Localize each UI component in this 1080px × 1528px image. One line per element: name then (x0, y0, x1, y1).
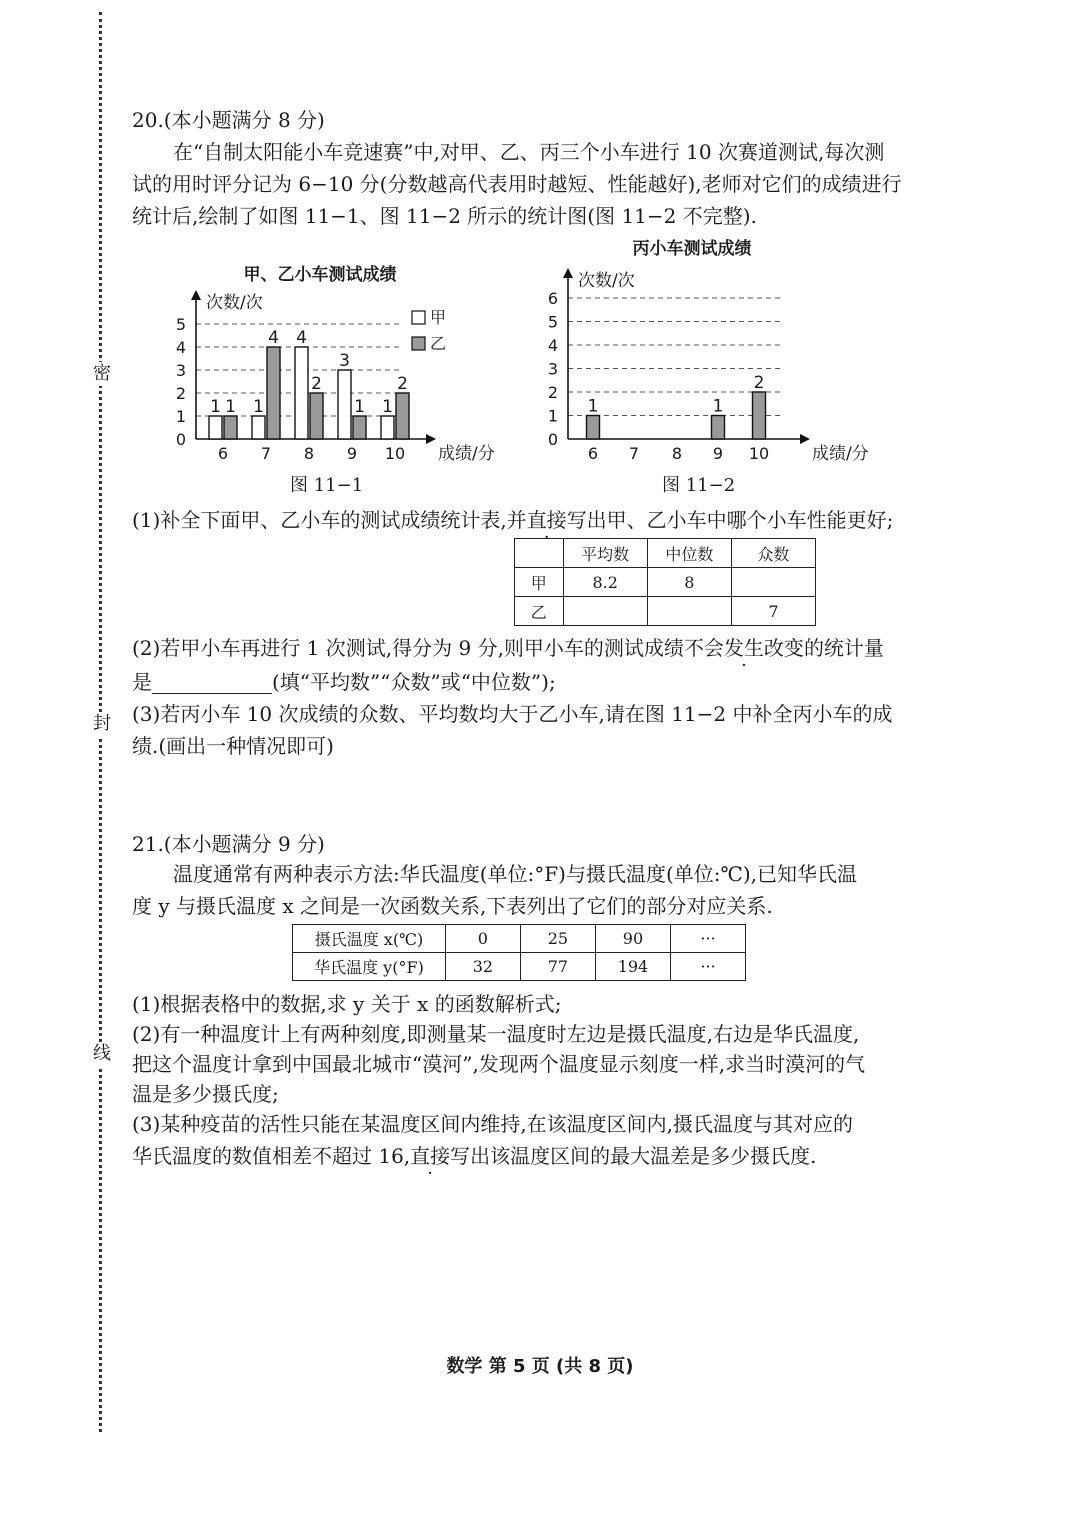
x-axis-label: 成绩/分 (438, 444, 495, 464)
table-cell: 众数 (731, 539, 815, 568)
table-cell: 中位数 (647, 539, 731, 568)
side-label-feng: 封 (93, 713, 111, 734)
q20-part2-text-b: 的统计量 (803, 636, 884, 660)
table-row (293, 953, 746, 981)
bar (252, 416, 265, 439)
x-tick-label: 9 (712, 444, 724, 463)
bar-value-label: 1 (225, 397, 236, 417)
y-tick-label: 5 (175, 315, 186, 334)
x-axis-label: 成绩/分 (812, 444, 869, 464)
y-axis-label: 次数/次 (206, 293, 263, 313)
bar-value-label: 1 (210, 397, 221, 417)
fig-11-1-caption: 图 11−1 (290, 475, 364, 496)
side-label-mi: 密 (93, 363, 111, 384)
bar-value-label: 1 (712, 396, 724, 417)
table-cell (563, 597, 647, 626)
table-cell: 平均数 (563, 539, 647, 568)
bar (587, 416, 600, 440)
bar-value-label: 2 (753, 373, 765, 393)
y-tick-label: 6 (547, 289, 558, 308)
q20-stem-line3: 统计后,绘制了如图 11−1、图 11−2 所示的统计图(图 11−2 不完整). (132, 204, 757, 228)
emphasis-text: 不会发生改变 · (684, 636, 804, 660)
table-header-row (515, 539, 816, 568)
bar (295, 347, 308, 439)
y-axis-label: 次数/次 (578, 271, 635, 291)
legend-swatch (412, 337, 425, 350)
bar (353, 416, 366, 439)
table-cell: 25 (520, 925, 595, 953)
side-label-xian: 线 (93, 1043, 111, 1064)
q21-part3-line2 (132, 1144, 817, 1168)
table-cell: 7 (731, 597, 815, 626)
bar-value-label: 1 (354, 397, 365, 417)
y-axis-arrow (191, 290, 201, 300)
x-tick-label: 10 (748, 444, 770, 463)
q20-part2-text-c2: (填“平均数”“众数”或“中位数”); (272, 670, 556, 694)
emphasis-buhuifasheng (684, 636, 804, 660)
y-tick-label: 1 (547, 406, 558, 426)
table-row (515, 597, 816, 626)
q20-part1 (132, 508, 893, 532)
emphasis-text: 直接 (526, 508, 567, 532)
q20-stem-line1: 在“自制太阳能小车竞速赛”中,对甲、乙、丙三个小车进行 10 次赛道测试,每次测 (173, 140, 885, 164)
q21-part1: (1)根据表格中的数据,求 y 关于 x 的函数解析式; (132, 992, 562, 1016)
y-tick-label: 3 (547, 359, 558, 379)
y-tick-label: 4 (175, 338, 186, 357)
x-tick-label: 7 (628, 444, 640, 463)
bar (224, 416, 237, 439)
y-axis-arrow (563, 268, 573, 278)
y-tick-label: 0 (175, 430, 186, 449)
q20-part1-text-a: (1)补全下面甲、乙小车的测试成绩统计表,并 (132, 508, 527, 532)
q20-part3-line1: (3)若丙小车 10 次成绩的众数、平均数均大于乙小车,请在图 11−2 中补全丙小车的成 (132, 702, 893, 726)
fig-11-2-caption: 图 11−2 (662, 475, 736, 496)
bar (712, 416, 725, 440)
bar (381, 416, 394, 439)
x-tick-label: 10 (384, 444, 406, 463)
q20-part3-line2: 绩.(画出一种情况即可) (132, 734, 334, 758)
table-cell: 194 (595, 953, 670, 981)
emphasis-text: 直接 (410, 1144, 451, 1168)
q20-stem-line2: 试的用时评分记为 6−10 分(分数越高代表用时越短、性能越好),老师对它们的成绩进行 (132, 172, 902, 196)
table-cell: ··· (671, 953, 746, 981)
bar-value-label: 3 (339, 351, 350, 371)
bar-value-label: 1 (382, 397, 393, 417)
table-cell: 华氏温度 y(°F) (293, 953, 446, 981)
x-axis-arrow (426, 434, 436, 444)
table-cell: 90 (595, 925, 670, 953)
bar-value-label: 2 (311, 374, 322, 394)
y-tick-label: 2 (175, 384, 186, 403)
legend-label: 甲 (430, 308, 447, 327)
bar-value-label: 1 (587, 396, 599, 417)
table-row (515, 568, 816, 597)
q20-part2-text-c1: 是 (132, 670, 152, 694)
table-cell: 0 (445, 925, 520, 953)
table-cell: 甲 (515, 568, 564, 597)
q21-stem-line1: 温度通常有两种表示方法:华氏温度(单位:°F)与摄氏温度(单位:℃),已知华氏温 (173, 862, 858, 886)
legend-label: 乙 (430, 334, 447, 353)
table-cell (731, 568, 815, 597)
bar-value-label: 2 (397, 374, 408, 394)
table-cell: 8 (647, 568, 731, 597)
table-cell: 32 (445, 953, 520, 981)
y-tick-label: 1 (175, 407, 186, 426)
q21-stem-line2: 度 y 与摄氏温度 x 之间是一次函数关系,下表列出了它们的部分对应关系. (132, 894, 773, 918)
emphasis-zhijie (527, 508, 567, 532)
q21-part2-line1: (2)有一种温度计上有两种刻度,即测量某一温度时左边是摄氏温度,右边是华氏温度, (132, 1022, 860, 1046)
bar (396, 393, 409, 439)
q20-part2-line2 (132, 670, 556, 694)
bar-value-label: 1 (253, 397, 264, 417)
chart-fig-11-2 (530, 228, 870, 500)
table-row (293, 925, 746, 953)
q20-part1-text-b: 写出甲、乙小车中哪个小车性能更好; (566, 508, 894, 532)
temperature-table (292, 924, 746, 981)
answer-blank[interactable] (152, 673, 272, 694)
q21-part3-text-a: 华氏温度的数值相差不超过 16, (132, 1144, 411, 1168)
y-tick-label: 2 (547, 383, 558, 402)
bar (310, 393, 323, 439)
x-tick-label: 6 (587, 444, 599, 463)
bar (338, 370, 351, 439)
table-cell: 乙 (515, 597, 564, 626)
q21-part2-line2: 把这个温度计拿到中国最北城市“漠河”,发现两个温度显示刻度一样,求当时漠河的气 (132, 1052, 866, 1076)
x-tick-label: 7 (260, 444, 272, 463)
y-tick-label: 5 (547, 312, 558, 332)
table-cell (647, 597, 731, 626)
x-tick-label: 6 (217, 444, 229, 463)
chart-title: 丙小车测试成绩 (632, 239, 752, 259)
bar (209, 416, 222, 439)
chart-title: 甲、乙小车测试成绩 (243, 265, 397, 285)
x-tick-label: 8 (303, 444, 315, 463)
x-tick-label: 9 (346, 444, 358, 463)
emphasis-zhijie (410, 1144, 450, 1168)
q20-part2-text-a: (2)若甲小车再进行 1 次测试,得分为 9 分,则甲小车的测试成绩 (132, 636, 684, 660)
table-cell: ··· (671, 925, 746, 953)
bar (267, 347, 280, 439)
table-cell (515, 539, 564, 568)
q21-part3-text-b: 写出该温度区间的最大温差是多少摄氏度. (450, 1144, 817, 1168)
bar-value-label: 4 (268, 328, 279, 348)
x-tick-label: 8 (671, 444, 683, 463)
y-tick-label: 4 (547, 336, 558, 355)
q20-part2-line1 (132, 636, 884, 660)
table-cell: 8.2 (563, 568, 647, 597)
x-axis-arrow (800, 434, 810, 444)
table-cell: 77 (520, 953, 595, 981)
q20-header: 20.(本小题满分 8 分) (132, 108, 325, 132)
y-tick-label: 3 (175, 361, 186, 380)
bar (753, 392, 766, 439)
q21-part2-line3: 温是多少摄氏度; (132, 1082, 279, 1106)
bar-value-label: 4 (296, 328, 307, 348)
table-cell: 摄氏温度 x(℃) (293, 925, 446, 953)
legend-swatch (412, 311, 425, 324)
chart-fig-11-1 (140, 250, 510, 500)
page-footer: 数学 第 5 页 (共 8 页) (446, 1356, 634, 1377)
q21-header: 21.(本小题满分 9 分) (132, 832, 325, 856)
q21-part3-line1: (3)某种疫苗的活性只能在某温度区间内维持,在该温度区间内,摄氏温度与其对应的 (132, 1112, 854, 1136)
stats-table (514, 538, 816, 626)
y-tick-label: 0 (547, 430, 558, 449)
